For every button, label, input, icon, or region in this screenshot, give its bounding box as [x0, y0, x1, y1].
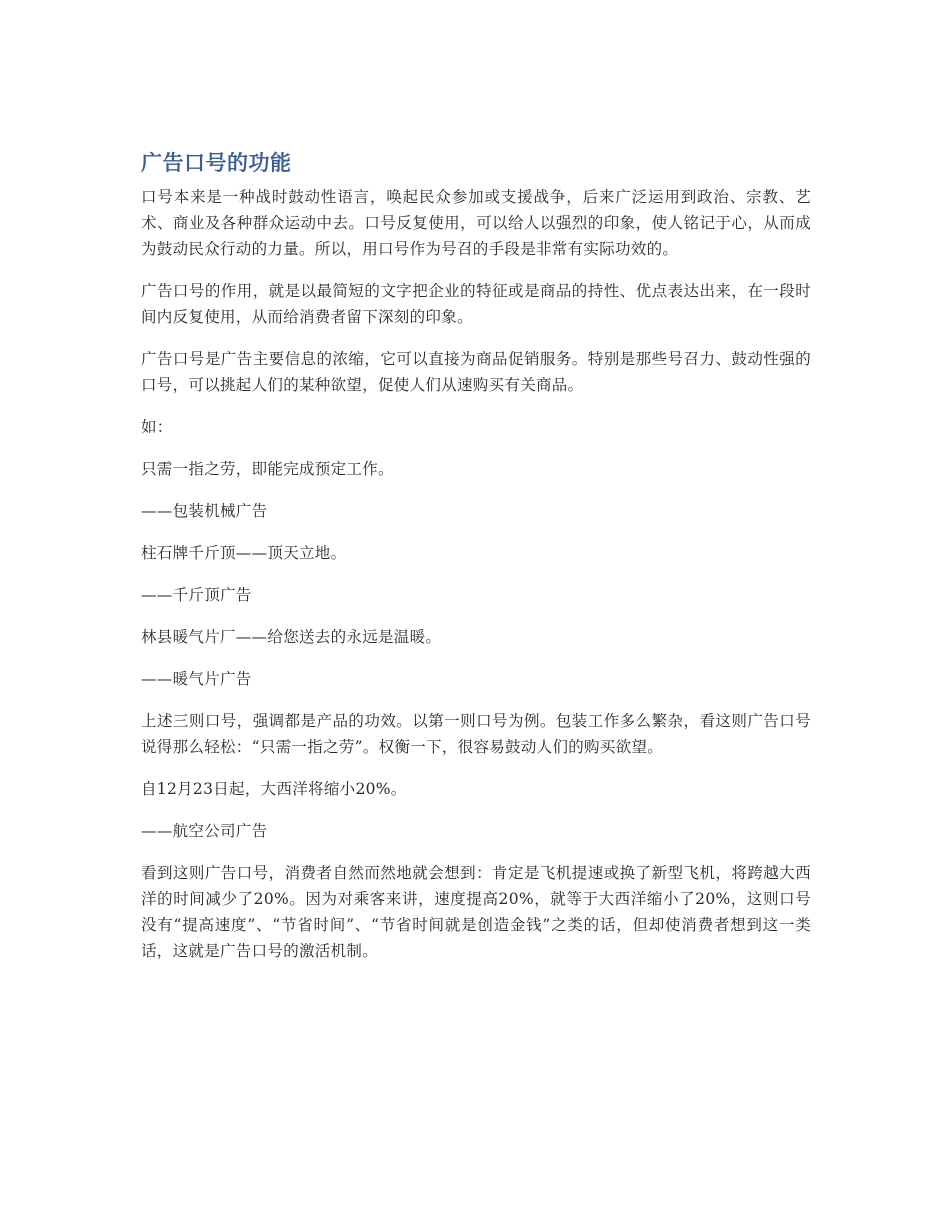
paragraph-slogan-example-3: 林县暖气片厂——给您送去的永远是温暖。	[141, 628, 442, 646]
paragraph-slogan-source-4: ——航空公司广告	[141, 822, 268, 840]
document-page	[141, 148, 811, 980]
paragraph-example-intro: 如：	[141, 418, 173, 436]
paragraph-slogan-role: 广告口号的作用，就是以最简短的文字把企业的特征或是商品的持性、优点表达出来，在一段时间内反复使用，从而给消费者留下深刻的印象。	[141, 282, 811, 326]
document-title: 广告口号的功能	[141, 151, 292, 175]
paragraph-slogan-source-2: ——千斤顶广告	[141, 586, 252, 604]
paragraph-slogan-origin: 口号本来是一种战时鼓动性语言，唤起民众参加或支援战争，后来广泛运用到政治、宗教、艺术、商业及各种群众运动中去。口号反复使用，可以给人以强烈的印象，使人铭记于心，从而成为鼓动民众行动的力量。所以，用口号作为号召的手段是非常有实际功效的。	[141, 188, 811, 258]
paragraph-analysis-1: 上述三则口号，强调都是产品的功效。以第一则口号为例。包装工作多么繁杂，看这则广告口号说得那么轻松：“只需一指之劳”。权衡一下，很容易鼓动人们的购买欲望。	[141, 712, 811, 756]
paragraph-slogan-source-3: ——暖气片广告	[141, 670, 252, 688]
paragraph-slogan-example-4: 自12月23日起，大西洋将缩小20%。	[141, 780, 407, 798]
paragraph-analysis-2: 看到这则广告口号，消费者自然而然地就会想到：肯定是飞机提速或换了新型飞机，将跨越大西洋的时间减少了20%。因为对乘客来讲，速度提高20%，就等于大西洋缩小了20%，这则口号没有“提高速度”、“节省时间”、“节省时间就是创造金钱”之类的话，但却使消费者想到这一类话，这就是广告口号的激活机制。	[141, 864, 811, 960]
paragraph-slogan-source-1: ——包装机械广告	[141, 502, 268, 520]
paragraph-slogan-essence: 广告口号是广告主要信息的浓缩，它可以直接为商品促销服务。特别是那些号召力、鼓动性强的口号，可以挑起人们的某种欲望，促使人们从速购买有关商品。	[141, 350, 811, 394]
paragraph-slogan-example-2: 柱石牌千斤顶——顶天立地。	[141, 544, 347, 562]
paragraph-slogan-example-1: 只需一指之劳，即能完成预定工作。	[141, 460, 394, 478]
